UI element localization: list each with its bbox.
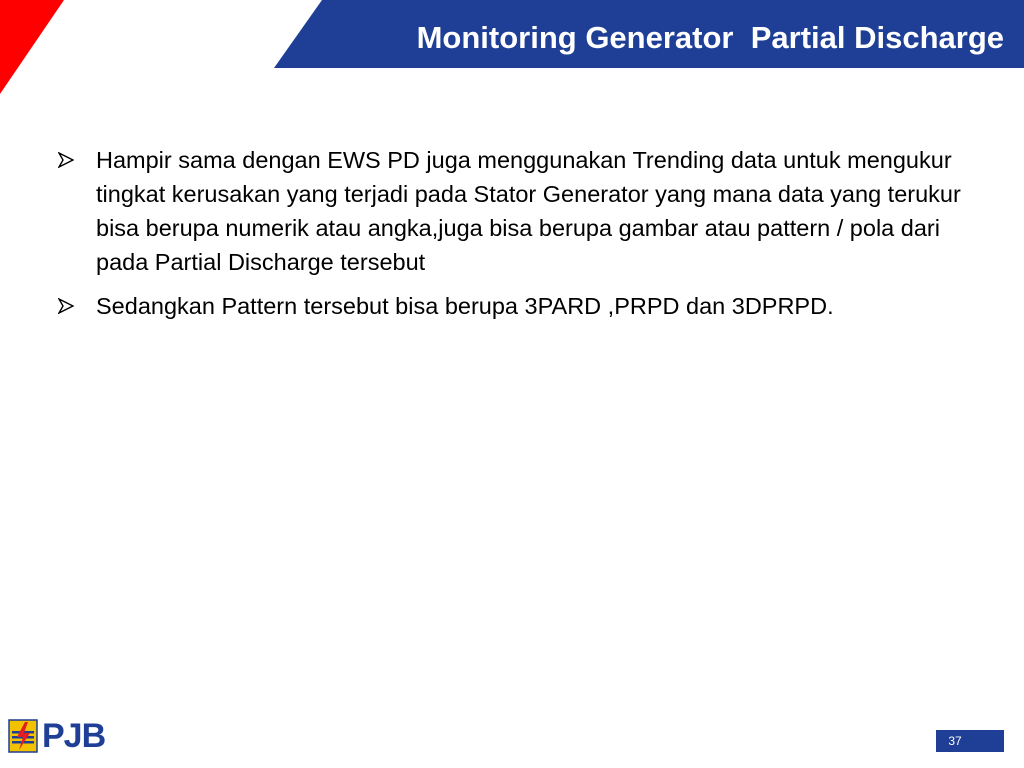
list-item	[58, 289, 998, 323]
lightning-logo-icon	[8, 719, 38, 753]
bullet-list	[58, 143, 998, 333]
logo-text: PJB	[42, 716, 106, 755]
arrowhead-bullet-icon	[58, 289, 96, 323]
company-logo	[8, 714, 105, 758]
slide-title: Monitoring Generator Partial Discharge	[416, 20, 1004, 55]
bullet-text: Sedangkan Pattern tersebut bisa berupa 3PARD ,PRPD dan 3DPRPD.	[96, 293, 834, 319]
page-number: 37	[948, 734, 962, 748]
list-item	[58, 143, 998, 279]
bullet-text: Hampir sama dengan EWS PD juga menggunakan Trending data untuk mengukur tingkat kerusakan yang terjadi pada Stator Generator yang mana data yang terukur bisa berupa numerik atau angka,juga bisa berupa gambar atau pattern / pola dari pada Partial Discharge tersebut	[96, 147, 961, 275]
arrowhead-bullet-icon	[58, 143, 96, 177]
page-number-badge	[936, 730, 1004, 752]
